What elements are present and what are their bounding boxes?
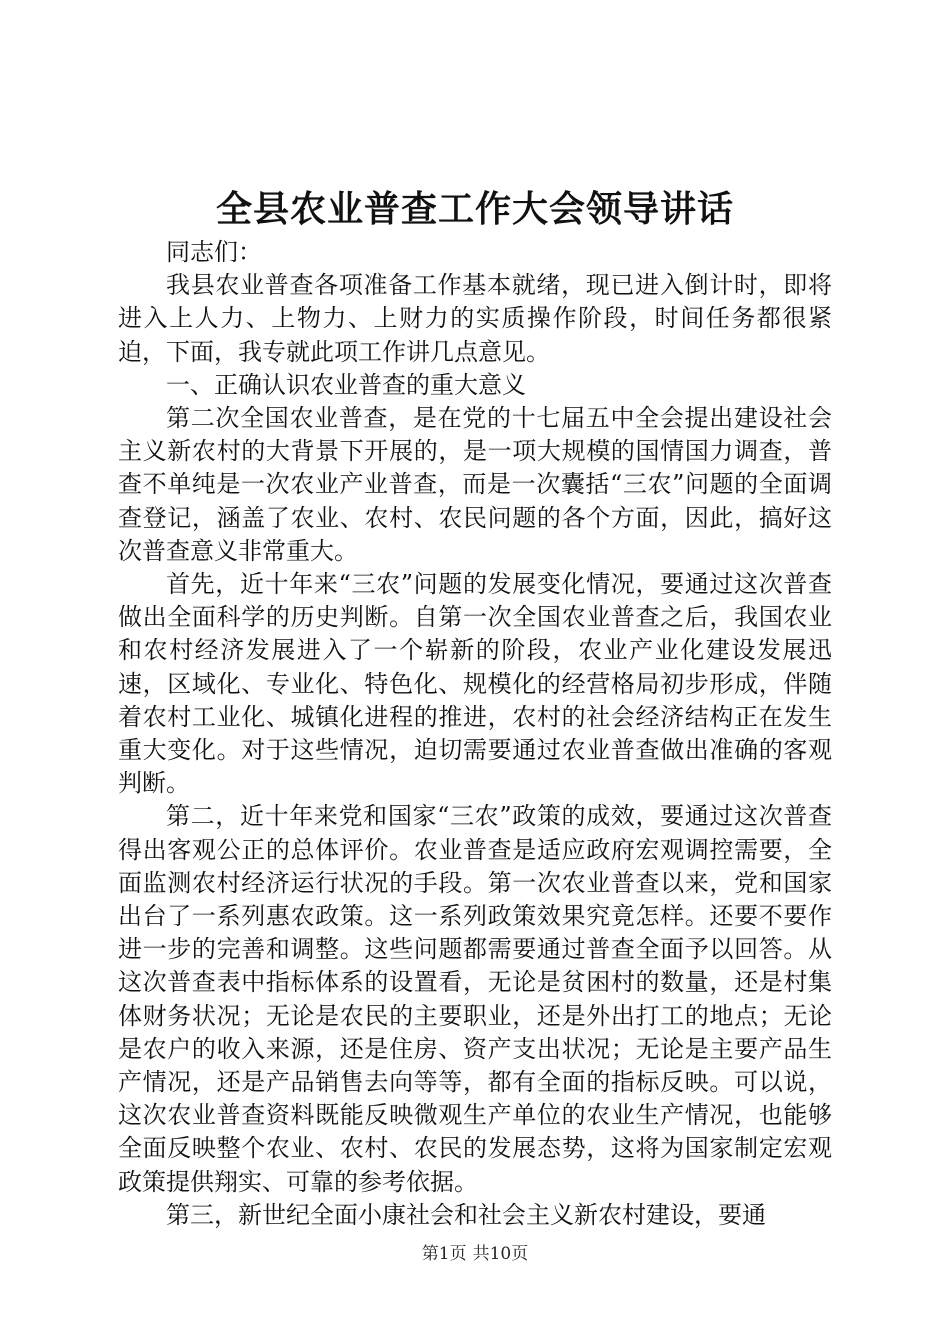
paragraph-significance: 第二次全国农业普查，是在党的十七届五中全会提出建设社会主义新农村的大背景下开展的，是一项大规模的国情国力调查，普查不单纯是一次农业产业普查，而是一次囊括“三农”问题的全面调查登记，涵盖了农业、农村、农民问题的各个方面，因此，搞好这次普查意义非常重大。 <box>118 404 832 565</box>
paragraph-first-point: 首先，近十年来“三农”问题的发展变化情况，要通过这次普查做出全面科学的历史判断。自第一次全国农业普查之后，我国农业和农村经济发展进入了一个崭新的阶段，农业产业化建设发展迅速，区域化、专业化、特色化、规模化的经营格局初步形成，伴随着农村工业化、城镇化进程的推进，农村的社会经济结构正在发生重大变化。对于这些情况，迫切需要通过农业普查做出准确的客观判断。 <box>118 570 832 798</box>
page-footer <box>0 1242 950 1266</box>
page-total: 共10页 <box>472 1244 529 1264</box>
document-body <box>118 236 832 1232</box>
paragraph-third-point: 第三，新世纪全面小康社会和社会主义新农村建设，要通 <box>166 1200 766 1229</box>
section-heading-1: 一、正确认识农业普查的重大意义 <box>166 370 526 399</box>
salutation: 同志们： <box>166 238 262 266</box>
document-title: 全县农业普查工作大会领导讲话 <box>215 188 734 230</box>
paragraph-intro: 我县农业普查各项准备工作基本就绪，现已进入倒计时，即将进入上人力、上物力、上财力的实质操作阶段，时间任务都很紧迫，下面，我专就此项工作讲几点意见。 <box>118 271 832 366</box>
paragraph-second-point: 第二，近十年来党和国家“三农”政策的成效，要通过这次普查得出客观公正的总体评价。农业普查是适应政府宏观调控需要，全面监测农村经济运行状况的手段。第一次农业普查以来，党和国家出台了一系列惠农政策。这一系列政策效果究竟怎样。还要不要作进一步的完善和调整。这些问题都需要通过普查全面予以回答。从这次普查表中指标体系的设置看，无论是贫困村的数量，还是村集体财务状况；无论是农民的主要职业，还是外出打工的地点；无论是农户的收入来源，还是住房、资产支出状况；无论是主要产品生产情况，还是产品销售去向等等，都有全面的指标反映。可以说，这次农业普查资料既能反映微观生产单位的农业生产情况，也能够全面反映整个农业、农村、农民的发展态势，这将为国家制定宏观政策提供翔实、可靠的参考依据。 <box>118 802 832 1196</box>
page-number: 第1页 <box>421 1244 467 1264</box>
